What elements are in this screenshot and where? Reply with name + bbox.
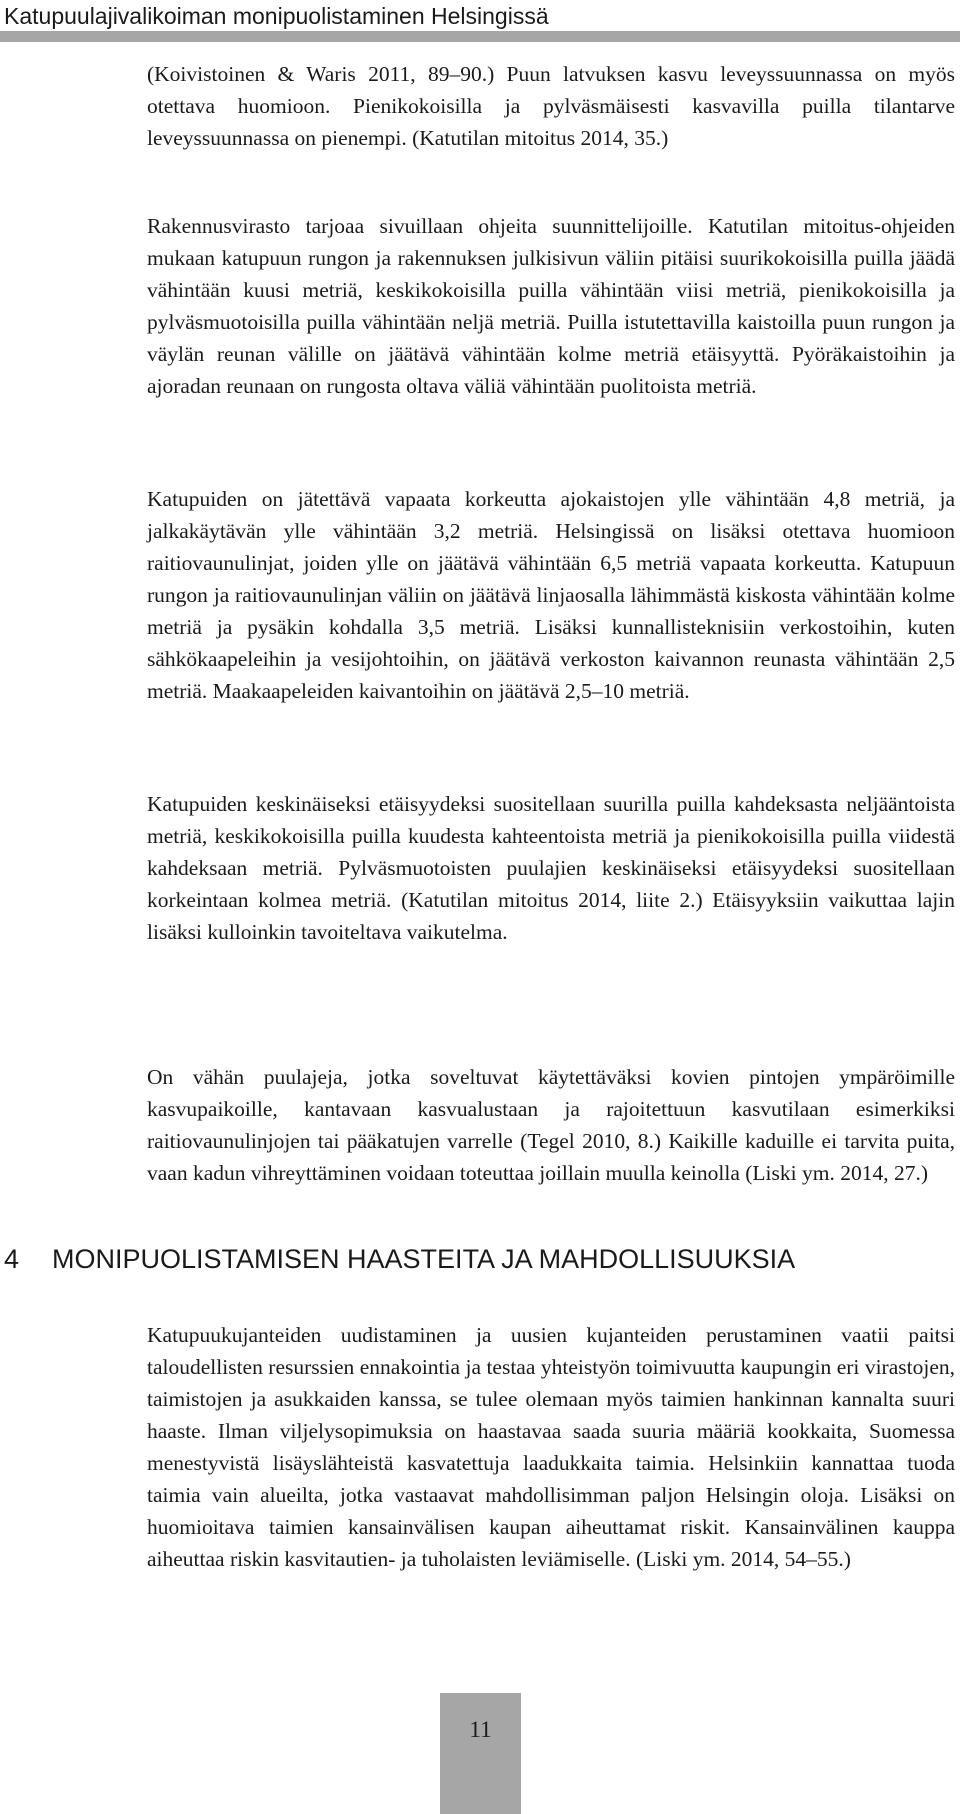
section-number: 4 [4, 1244, 20, 1274]
page-number-box [440, 1693, 521, 1814]
section-paragraph: Katupuukujanteiden uudistaminen ja uusien kujanteiden perustaminen vaatii paitsi taloudellisten resurssien ennakointia ja testaa yhteistyön toimivuutta kaupungin eri virastojen, taimistojen ja asukkaiden kanssa, se tulee olemaan myös taimien hankinnan kannalta suuri haaste. Ilman viljelysopimuksia on haastavaa saada suuria määriä kookkaita, Suomessa menestyvistä lisäyslähteistä kasvatettuja laadukkaita taimia. Helsinkiin kannattaa tuoda taimia vain alueilta, jotka vastaavat mahdollisimman paljon Helsingin oloja. Lisäksi on huomioitava taimien kansainvälisen kaupan aiheuttamat riskit. Kansainvälinen kauppa aiheuttaa riskin kasvitautien- ja tuholaisten leviämiselle. (Liski ym. 2014, 54–55.) [147, 1323, 955, 1571]
body-paragraph: On vähän puulajeja, jotka soveltuvat käytettäväksi kovien pintojen ympäröimille kasvupaikoille, kantavaan kasvualustaan ja rajoitettuun kasvutilaan esimerkiksi raitiovaunulinjojen tai pääkatujen varrelle (Tegel 2010, 8.) Kaikille kaduille ei tarvita puita, vaan kadun vihreyttäminen voidaan toteuttaa joillain muulla keinolla (Liski ym. 2014, 27.) [147, 1065, 955, 1185]
running-header [0, 0, 960, 42]
running-header-title: Katupuulajivalikoiman monipuolistaminen Helsingissä [4, 3, 549, 29]
body-paragraph: (Koivistoinen & Waris 2011, 89–90.) Puun latvuksen kasvu leveyssuunnassa on myös otettava huomioon. Pienikokoisilla ja pylväsmäisesti kasvavilla puilla tilantarve leveyssuunnassa on pienempi. (Katutilan mitoitus 2014, 35.) [147, 62, 955, 150]
section-heading [4, 1241, 795, 1277]
page-number: 11 [469, 1717, 492, 1742]
body-paragraph: Katupuiden on jätettävä vapaata korkeutta ajokaistojen ylle vähintään 4,8 metriä, ja jalkakäytävän ylle vähintään 3,2 metriä. Helsingissä on lisäksi otettava huomioon raitiovaunulinjat, joiden ylle on jäätävä vähintään 6,5 metriä vapaata korkeutta. Katupuun rungon ja raitiovaunulinjan väliin on jäätävä linjaosalla lähimmästä kiskosta vähintään kolme metriä ja pysäkin kohdalla 3,5 metriä. Lisäksi kunnallisteknisiin verkostoihin, kuten sähkökaapeleihin ja vesijohtoihin, on jäätävä verkoston kaivannon reunasta vähintään 2,5 metriä. Maakaapeleiden kaivantoihin on jäätävä 2,5–10 metriä. [147, 487, 955, 703]
body-paragraph: Katupuiden keskinäiseksi etäisyydeksi suositellaan suurilla puilla kahdeksasta neljääntoista metriä, keskikokoisilla puilla kuudesta kahteentoista metriä ja pienikokoisilla puilla viidestä kahdeksaan metriä. Pylväsmuotoisten puulajien keskinäiseksi etäisyydeksi suositellaan korkeintaan kolmea metriä. (Katutilan mitoitus 2014, liite 2.) Etäisyyksiin vaikuttaa lajin lisäksi kulloinkin tavoiteltava vaikutelma. [147, 792, 955, 944]
body-paragraph: Rakennusvirasto tarjoaa sivuillaan ohjeita suunnittelijoille. Katutilan mitoitus-ohjeiden mukaan katupuun rungon ja rakennuksen julkisivun väliin pitäisi suurikokoisilla puilla jäädä vähintään kuusi metriä, keskikokoisilla puilla vähintään viisi metriä, pienikokoisilla ja pylväsmuotoisilla puilla vähintään neljä metriä. Puilla istutettavilla kaistoilla puun rungon ja väylän reunan välille on jäätävä vähintään kolme metriä etäisyyttä. Pyöräkaistoihin ja ajoradan reunaan on rungosta oltava väliä vähintään puolitoista metriä. [147, 214, 955, 398]
header-rule [0, 31, 960, 42]
section-title: MONIPUOLISTAMISEN HAASTEITA JA MAHDOLLISUUKSIA [52, 1244, 796, 1274]
